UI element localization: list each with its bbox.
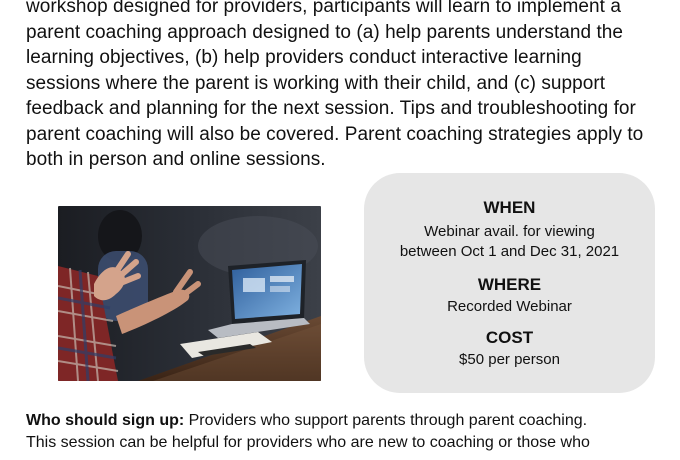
signup-line1-text: Providers who support parents through parent coaching.	[184, 412, 588, 429]
intro-paragraph	[26, 0, 666, 173]
intro-line: learning objectives, (b) help providers conduct interactive learning	[26, 47, 582, 68]
meeting-photo	[58, 206, 321, 381]
signup-paragraph	[26, 410, 666, 454]
meeting-photo-illustration	[58, 206, 321, 381]
intro-line: feedback and planning for the next session. Tips and troubleshooting for	[26, 98, 636, 119]
intro-line: workshop designed for providers, participants will learn to implement a	[26, 0, 621, 17]
signup-label: Who should sign up:	[26, 412, 185, 429]
when-text-line1: Webinar avail. for viewing	[424, 223, 595, 240]
cost-text: $50 per person	[459, 351, 560, 368]
where-text: Recorded Webinar	[447, 298, 572, 315]
where-heading: WHERE	[477, 275, 542, 294]
when-heading: WHEN	[483, 198, 536, 217]
cost-heading: COST	[485, 328, 534, 347]
event-info-box	[364, 173, 655, 393]
signup-line1	[26, 410, 666, 432]
intro-line: parent coaching approach designed to (a) help parents understand the	[26, 21, 624, 43]
intro-line: both in person and online sessions.	[26, 149, 326, 170]
intro-line: parent coaching will also be covered. Parent coaching strategies apply to	[26, 123, 644, 145]
when-text-line2: between Oct 1 and Dec 31, 2021	[399, 243, 620, 260]
signup-line2: This session can be helpful for providers who are new to coaching or those who	[26, 434, 590, 451]
intro-line: sessions where the parent is working with their child, and (c) support	[26, 72, 606, 94]
